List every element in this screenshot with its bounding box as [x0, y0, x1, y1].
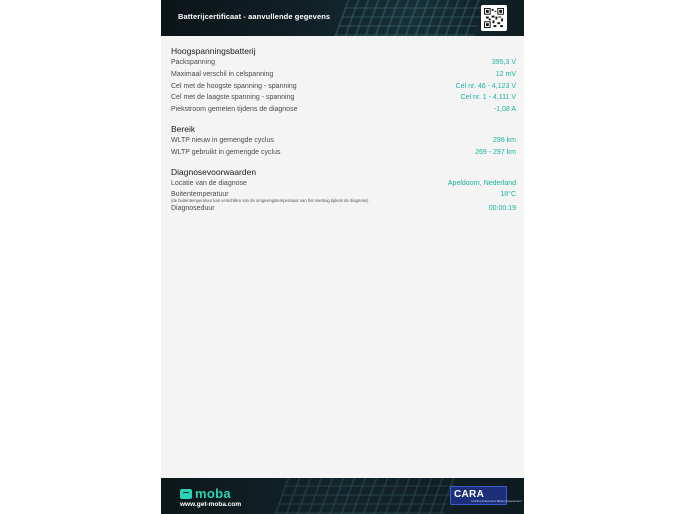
section-title: Diagnosevoorwaarden	[171, 166, 257, 177]
row-value: -1,08 A	[493, 106, 516, 114]
row-value: 12 mV	[495, 70, 516, 78]
qr-code-graphic	[484, 8, 504, 28]
row-value: 00:00:19	[488, 205, 516, 213]
row-label: WLTP nieuw in gemengde cyclus	[171, 136, 274, 144]
data-row	[171, 71, 516, 83]
data-row	[171, 59, 516, 71]
row-value: 298 km	[493, 136, 516, 144]
cara-logo	[450, 486, 522, 505]
data-row	[171, 106, 516, 118]
data-row	[171, 205, 516, 217]
row-value: 395,3 V	[491, 59, 516, 66]
row-value: 269 - 297 km	[475, 148, 516, 156]
section-title: Hoogspanningsbatterij	[171, 46, 256, 56]
row-label: WLTP gebruikt in gemengde cyclus	[171, 148, 281, 156]
section-hoogspanningsbatterij	[171, 46, 516, 118]
row-label: Cel met de laagste spanning - spanning	[171, 94, 295, 102]
section-title: Bereik	[171, 123, 196, 134]
certificate-page	[161, 0, 524, 514]
row-value: Cel nr. 1 - 4,111 V	[460, 94, 516, 102]
logo-text: moba	[195, 486, 231, 501]
header-decoration	[334, 0, 487, 36]
content-area	[171, 44, 516, 223]
row-label-group	[171, 191, 368, 203]
data-row	[171, 137, 516, 149]
page-title: Batterijcertificaat - aanvullende gegevens	[178, 12, 331, 21]
cara-logo-subtext: Certified Automotive Battery Assessment	[471, 499, 522, 503]
data-row	[171, 180, 516, 192]
page-header	[161, 0, 524, 36]
row-label: Maximaal verschil in celspanning	[171, 70, 274, 78]
data-row	[171, 94, 516, 106]
row-label: Diagnoseduur	[171, 205, 215, 213]
website-link[interactable]: www.get-moba.com	[180, 501, 242, 508]
cara-logo-text: CARA	[454, 489, 485, 500]
row-label: Buitentemperatuur	[171, 191, 229, 199]
footer-decoration	[274, 478, 457, 514]
row-label: Locatie van de diagnose	[171, 179, 247, 187]
data-row	[171, 149, 516, 161]
data-row	[171, 83, 516, 95]
section-bereik	[171, 124, 516, 161]
section-diagnosevoorwaarden	[171, 167, 516, 218]
row-note: (de buitentemperatuur kan verschillen van de omgevingstemperatuur van het voertuig tijdens de diagnose)	[171, 198, 369, 204]
row-value: Cel nr. 46 - 4,123 V	[455, 82, 516, 90]
row-value: Apeldoorn, Nederland	[447, 179, 516, 187]
moba-logo-icon	[180, 489, 192, 499]
qr-code-icon[interactable]	[481, 5, 507, 31]
row-label: Packspanning	[171, 59, 215, 66]
page-footer	[161, 478, 524, 514]
row-value: 18°C	[500, 191, 516, 199]
row-label: Cel met de hoogste spanning - spanning	[171, 82, 297, 90]
moba-logo[interactable]	[180, 486, 231, 501]
data-row	[171, 191, 516, 205]
row-label: Piekstroom gemeten tijdens de diagnose	[171, 106, 298, 114]
